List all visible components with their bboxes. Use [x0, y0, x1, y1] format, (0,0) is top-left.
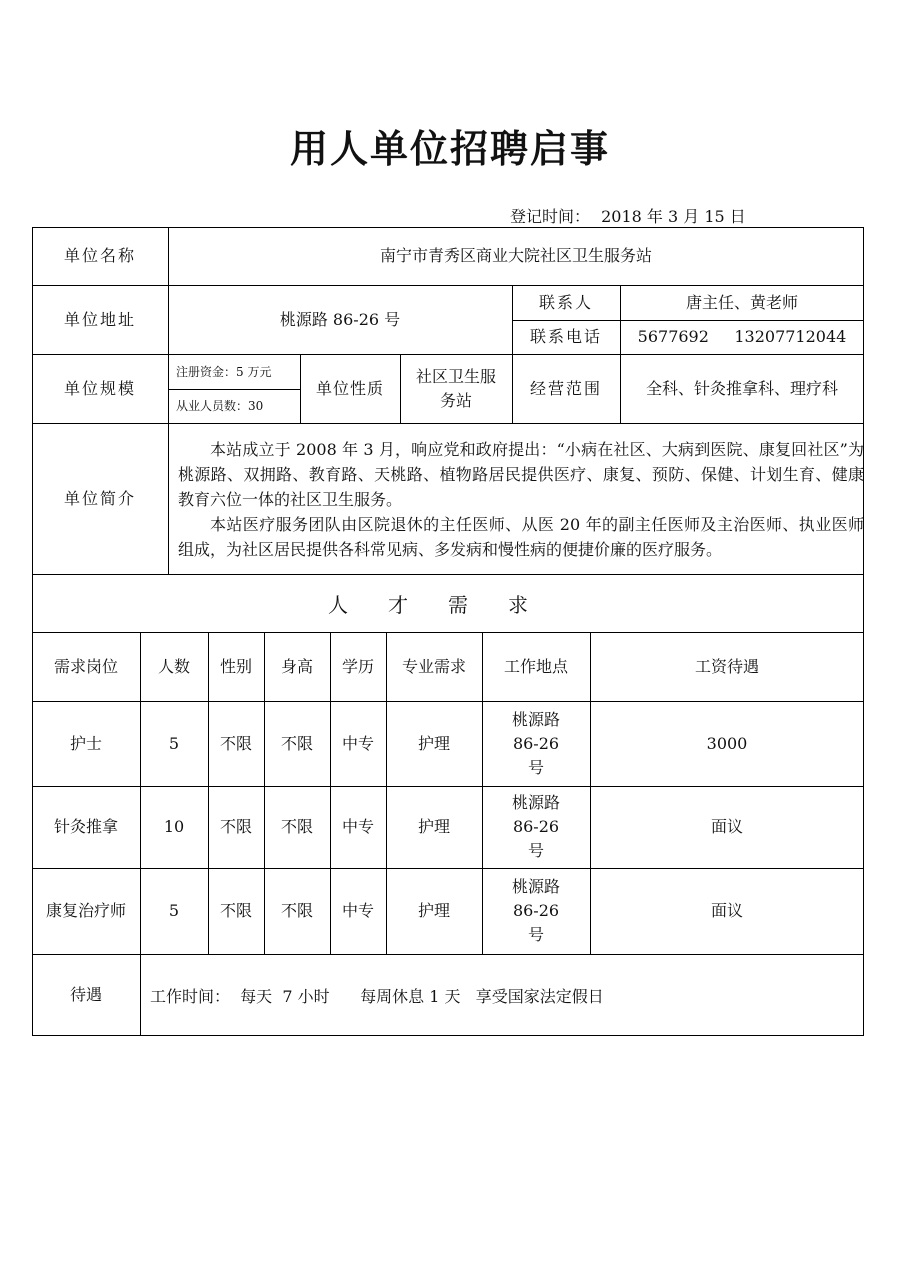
row-major: 护理	[417, 901, 450, 920]
unit-name-label: 单位名称	[63, 246, 136, 265]
unit-address-label: 单位地址	[63, 309, 136, 329]
registration-date-label: 登记时间：	[510, 207, 591, 226]
unit-nature: 社区卫生服务站	[415, 366, 496, 410]
intro-paragraph: 本站医疗服务团队由区院退休的主任医师、从医 20 年的副主任医师及主治医师、执业医师组成，为社区居民提供各科常见病、多发病和慢性病的便捷价廉的医疗服务。	[178, 515, 864, 559]
row-gender: 不限	[219, 733, 252, 753]
row-salary: 面议	[710, 901, 743, 920]
business-scope-label: 经营范围	[529, 378, 602, 398]
contact-label: 联系人	[538, 292, 593, 312]
row-position: 针灸推拿	[53, 817, 118, 836]
unit-scale-label: 单位规模	[63, 378, 136, 398]
column-header: 性别	[219, 656, 252, 676]
row-salary: 面议	[710, 817, 743, 836]
row-education: 中专	[341, 817, 374, 836]
row-location: 桃源路 86-26 号	[511, 793, 560, 860]
unit-nature-label: 单位性质	[315, 378, 384, 398]
row-location: 桃源路 86-26 号	[511, 877, 560, 944]
registration-date	[510, 204, 752, 227]
benefits-text: 工作时间： 每天 7 小时 每周休息 1 天 享受国家法定假日	[150, 987, 604, 1006]
column-header: 工资待遇	[694, 656, 759, 676]
column-header: 学历	[341, 656, 374, 676]
row-position: 护士	[69, 733, 102, 753]
talent-demand-heading: 人才需求	[328, 592, 568, 617]
row-count: 10	[163, 817, 185, 836]
column-header: 身高	[280, 656, 313, 676]
row-education: 中专	[341, 733, 374, 753]
row-position: 康复治疗师	[45, 901, 126, 920]
row-count: 5	[168, 733, 180, 753]
column-header: 需求岗位	[53, 656, 118, 676]
unit-intro-label: 单位简介	[63, 488, 136, 508]
unit-address: 桃源路 86-26 号	[279, 309, 401, 329]
registration-date-value: 2018 年 3 月 15 日	[601, 207, 746, 226]
column-header: 工作地点	[503, 656, 568, 676]
contact-person: 唐主任、黄老师	[685, 292, 798, 312]
column-header: 专业需求	[401, 656, 466, 676]
business-scope: 全科、针灸推拿科、理疗科	[645, 378, 838, 398]
page-title: 用人单位招聘启事	[289, 127, 610, 171]
phone-label: 联系电话	[529, 327, 602, 346]
unit-intro	[178, 437, 864, 562]
row-height: 不限	[280, 733, 313, 753]
phone-numbers: 5677692 13207712044	[637, 327, 847, 346]
row-location: 桃源路 86-26 号	[511, 709, 560, 777]
column-header: 人数	[157, 656, 190, 676]
row-gender: 不限	[219, 817, 252, 836]
row-education: 中专	[341, 901, 374, 920]
staff-count: 从业人员数：30	[176, 399, 264, 413]
benefits-label: 待遇	[69, 985, 102, 1004]
row-major: 护理	[417, 817, 450, 836]
row-height: 不限	[280, 817, 313, 836]
registered-capital: 注册资金：5 万元	[176, 364, 272, 379]
row-count: 5	[168, 901, 180, 920]
intro-paragraph: 本站成立于 2008 年 3 月，响应党和政府提出：“小病在社区、大病到医院、康复回社区”为桃源路、双拥路、教育路、天桃路、植物路居民提供医疗、康复、预防、保健、计划生育、健康教育六位一体的社区卫生服务。	[178, 440, 864, 509]
row-gender: 不限	[219, 901, 252, 920]
row-major: 护理	[417, 733, 450, 753]
unit-name: 南宁市青秀区商业大院社区卫生服务站	[379, 246, 652, 265]
row-salary: 3000	[706, 733, 748, 753]
row-height: 不限	[280, 901, 313, 920]
